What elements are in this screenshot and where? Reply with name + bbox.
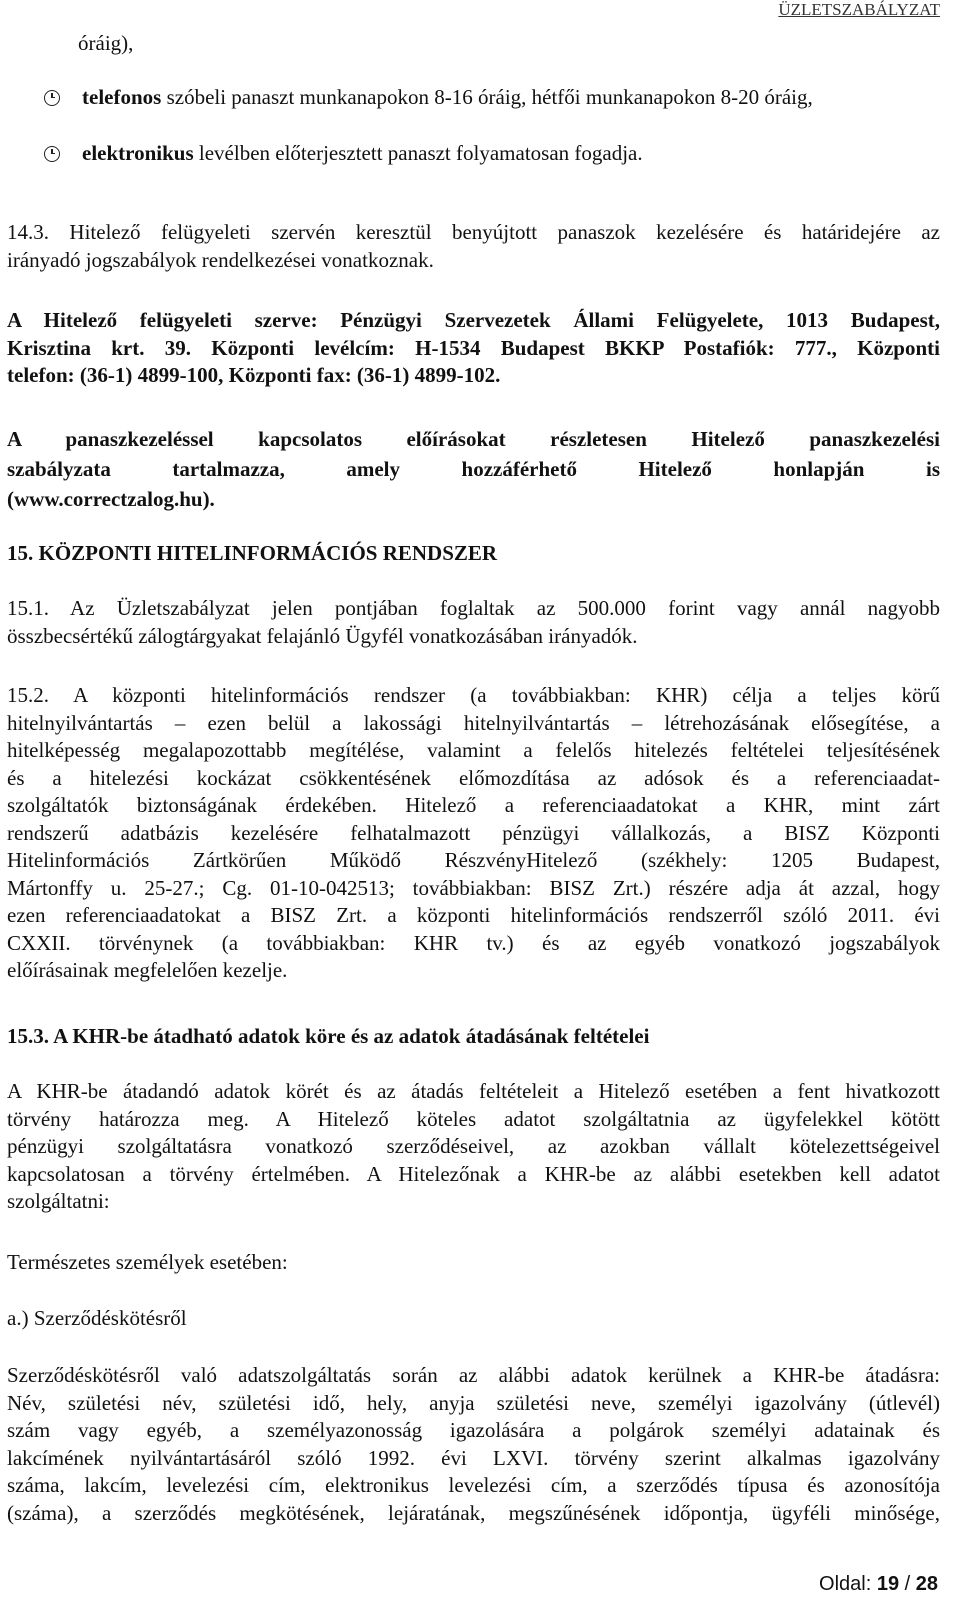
- text-line: 15.2. A központi hitelinformációs rendszer (a továbbiakban: KHR) célja a teljes körű: [7, 683, 940, 707]
- text-line: előírásainak megfelelően kezelje.: [7, 958, 288, 982]
- text-line: ezen referenciaadatokat a BISZ Zrt. a központi hitelinformációs rendszerről szóló 2011. évi: [7, 903, 940, 927]
- bullet-phone: [44, 84, 940, 111]
- clock-icon: [44, 90, 60, 106]
- page-current: 19: [876, 1573, 900, 1595]
- text-line: összbecsértékű zálogtárgyakat felajánló Ügyfél vonatkozásában irányadók.: [7, 623, 638, 648]
- paragraph-14-3: [7, 219, 940, 274]
- paragraph-15-3: [7, 1078, 940, 1216]
- section-15-title: 15. KÖZPONTI HITELINFORMÁCIÓS RENDSZER: [7, 541, 498, 565]
- text-line: szabályzata tartalmazza, amely hozzáférhető Hitelező honlapján is: [7, 457, 940, 481]
- text-line: szolgáltatni:: [7, 1189, 110, 1213]
- continued-fragment: óráig),: [78, 31, 134, 55]
- text-line: szolgáltatók biztonságának érdekében. Hitelező a referenciaadatokat a KHR, mint zárt: [7, 793, 940, 817]
- text-line: és a hitelezési kockázat csökkentésének előmozdítása az adósok és a referenciaadat-: [7, 765, 940, 790]
- text-line: pénzügyi szolgáltatásra vonatkozó szerződéseivel, az azokban vállalt kötelezettségeivel: [7, 1134, 940, 1158]
- page-label: Oldal:: [819, 1573, 877, 1595]
- page-number: [819, 1573, 938, 1596]
- clock-icon: [44, 146, 60, 162]
- document-header: ÜZLETSZABÁLYZAT: [778, 0, 940, 19]
- subsection-a-heading: a.) Szerződéskötésről: [7, 1306, 187, 1330]
- text-line: kapcsolatosan a törvény értelmében. A Hitelezőnak a KHR-be az alábbi esetekben kell adatot: [7, 1161, 940, 1186]
- text-line: hitelképesség megalapozottabb megítélése, valamint a felelős hitelezés feltételei teljesítésének: [7, 738, 940, 762]
- bullet-electronic-bold: elektronikus: [82, 141, 194, 165]
- text-line: (száma), a szerződés megkötésének, lejáratának, megszűnésének időpontja, ügyféli minősége,: [7, 1500, 940, 1525]
- text-line: Mártonffy u. 25-27.; Cg. 01-10-042513; továbbiakban: BISZ Zrt.) részére adja át azzal, hogy: [7, 875, 940, 900]
- text-line: rendszerű adatbázis kezelésére felhatalmazott pénzügyi vállalkozás, a BISZ Központi: [7, 820, 940, 845]
- text-line: 14.3. Hitelező felügyeleti szervén keresztül benyújtott panaszok kezelésére és határidejére az: [7, 220, 940, 244]
- text-line: A panaszkezeléssel kapcsolatos előírásokat részletesen Hitelező panaszkezelési: [7, 427, 940, 451]
- paragraph-complaints-rules: [7, 424, 940, 514]
- bullet-electronic-text: levélben előterjesztett panaszt folyamatosan fogadja.: [193, 141, 643, 165]
- paragraph-contract: [7, 1362, 940, 1527]
- page-separator: /: [899, 1573, 916, 1595]
- text-line: CXXII. törvénynek (a továbbiakban: KHR tv.) és az egyéb vonatkozó jogszabályok: [7, 930, 940, 955]
- paragraph-supervisor: [7, 307, 940, 390]
- text-line: Krisztina krt. 39. Központi levélcím: H-1534 Budapest BKKP Postafiók: 777., Központi: [7, 335, 940, 360]
- paragraph-15-1: [7, 595, 940, 650]
- text-line: lakcímének nyilvántartásáról szóló 1992. évi LXVI. törvény szerint alkalmas igazolvány: [7, 1445, 940, 1470]
- text-line: szám vagy egyéb, a személyazonosság igazolására a polgárok személyi adatainak és: [7, 1418, 940, 1442]
- text-line: (www.correctzalog.hu).: [7, 487, 215, 511]
- text-line: hitelnyilvántartás – ezen belül a lakossági hitelnyilvántartás – létrehozásának elősegítése, a: [7, 710, 940, 735]
- paragraph-15-2: [7, 682, 940, 985]
- text-line: 15.1. Az Üzletszabályzat jelen pontjában foglaltak az 500.000 forint vagy annál nagyobb: [7, 596, 940, 620]
- page-total: 28: [915, 1573, 938, 1595]
- text-line: irányadó jogszabályok rendelkezései vonatkoznak.: [7, 247, 434, 272]
- text-line: A Hitelező felügyeleti szerve: Pénzügyi Szervezetek Állami Felügyelete, 1013 Budapest,: [7, 308, 940, 332]
- text-line: telefon: (36-1) 4899-100, Központi fax: (36-1) 4899-102.: [7, 363, 501, 387]
- text-line: Név, születési név, születési idő, hely, anyja születési neve, személyi igazolvány (útlevél): [7, 1390, 940, 1415]
- text-line: törvény határozza meg. A Hitelező köteles adatot szolgáltatnia az ügyfelekkel kötött: [7, 1106, 940, 1131]
- text-line: Szerződéskötésről való adatszolgáltatás során az alábbi adatok kerülnek a KHR-be átadásra:: [7, 1363, 940, 1387]
- bullet-electronic: [44, 140, 940, 167]
- bullet-phone-bold: telefonos: [82, 85, 162, 109]
- section-15-3-title: 15.3. A KHR-be átadható adatok köre és az adatok átadásának feltételei: [7, 1024, 650, 1048]
- text-line: száma, lakcím, levelezési cím, elektronikus levelezési cím, a szerződés típusa és azonosítója: [7, 1473, 940, 1497]
- bullet-phone-text: szóbeli panaszt munkanapokon 8-16 óráig, hétfői munkanapokon 8-20 óráig,: [161, 85, 813, 109]
- natural-persons-heading: Természetes személyek esetében:: [7, 1250, 288, 1274]
- text-line: A KHR-be átadandó adatok körét és az átadás feltételeit a Hitelező esetében a fent hivatkozott: [7, 1079, 940, 1103]
- text-line: Hitelinformációs Zártkörűen Működő RészvényHitelező (székhely: 1205 Budapest,: [7, 848, 940, 872]
